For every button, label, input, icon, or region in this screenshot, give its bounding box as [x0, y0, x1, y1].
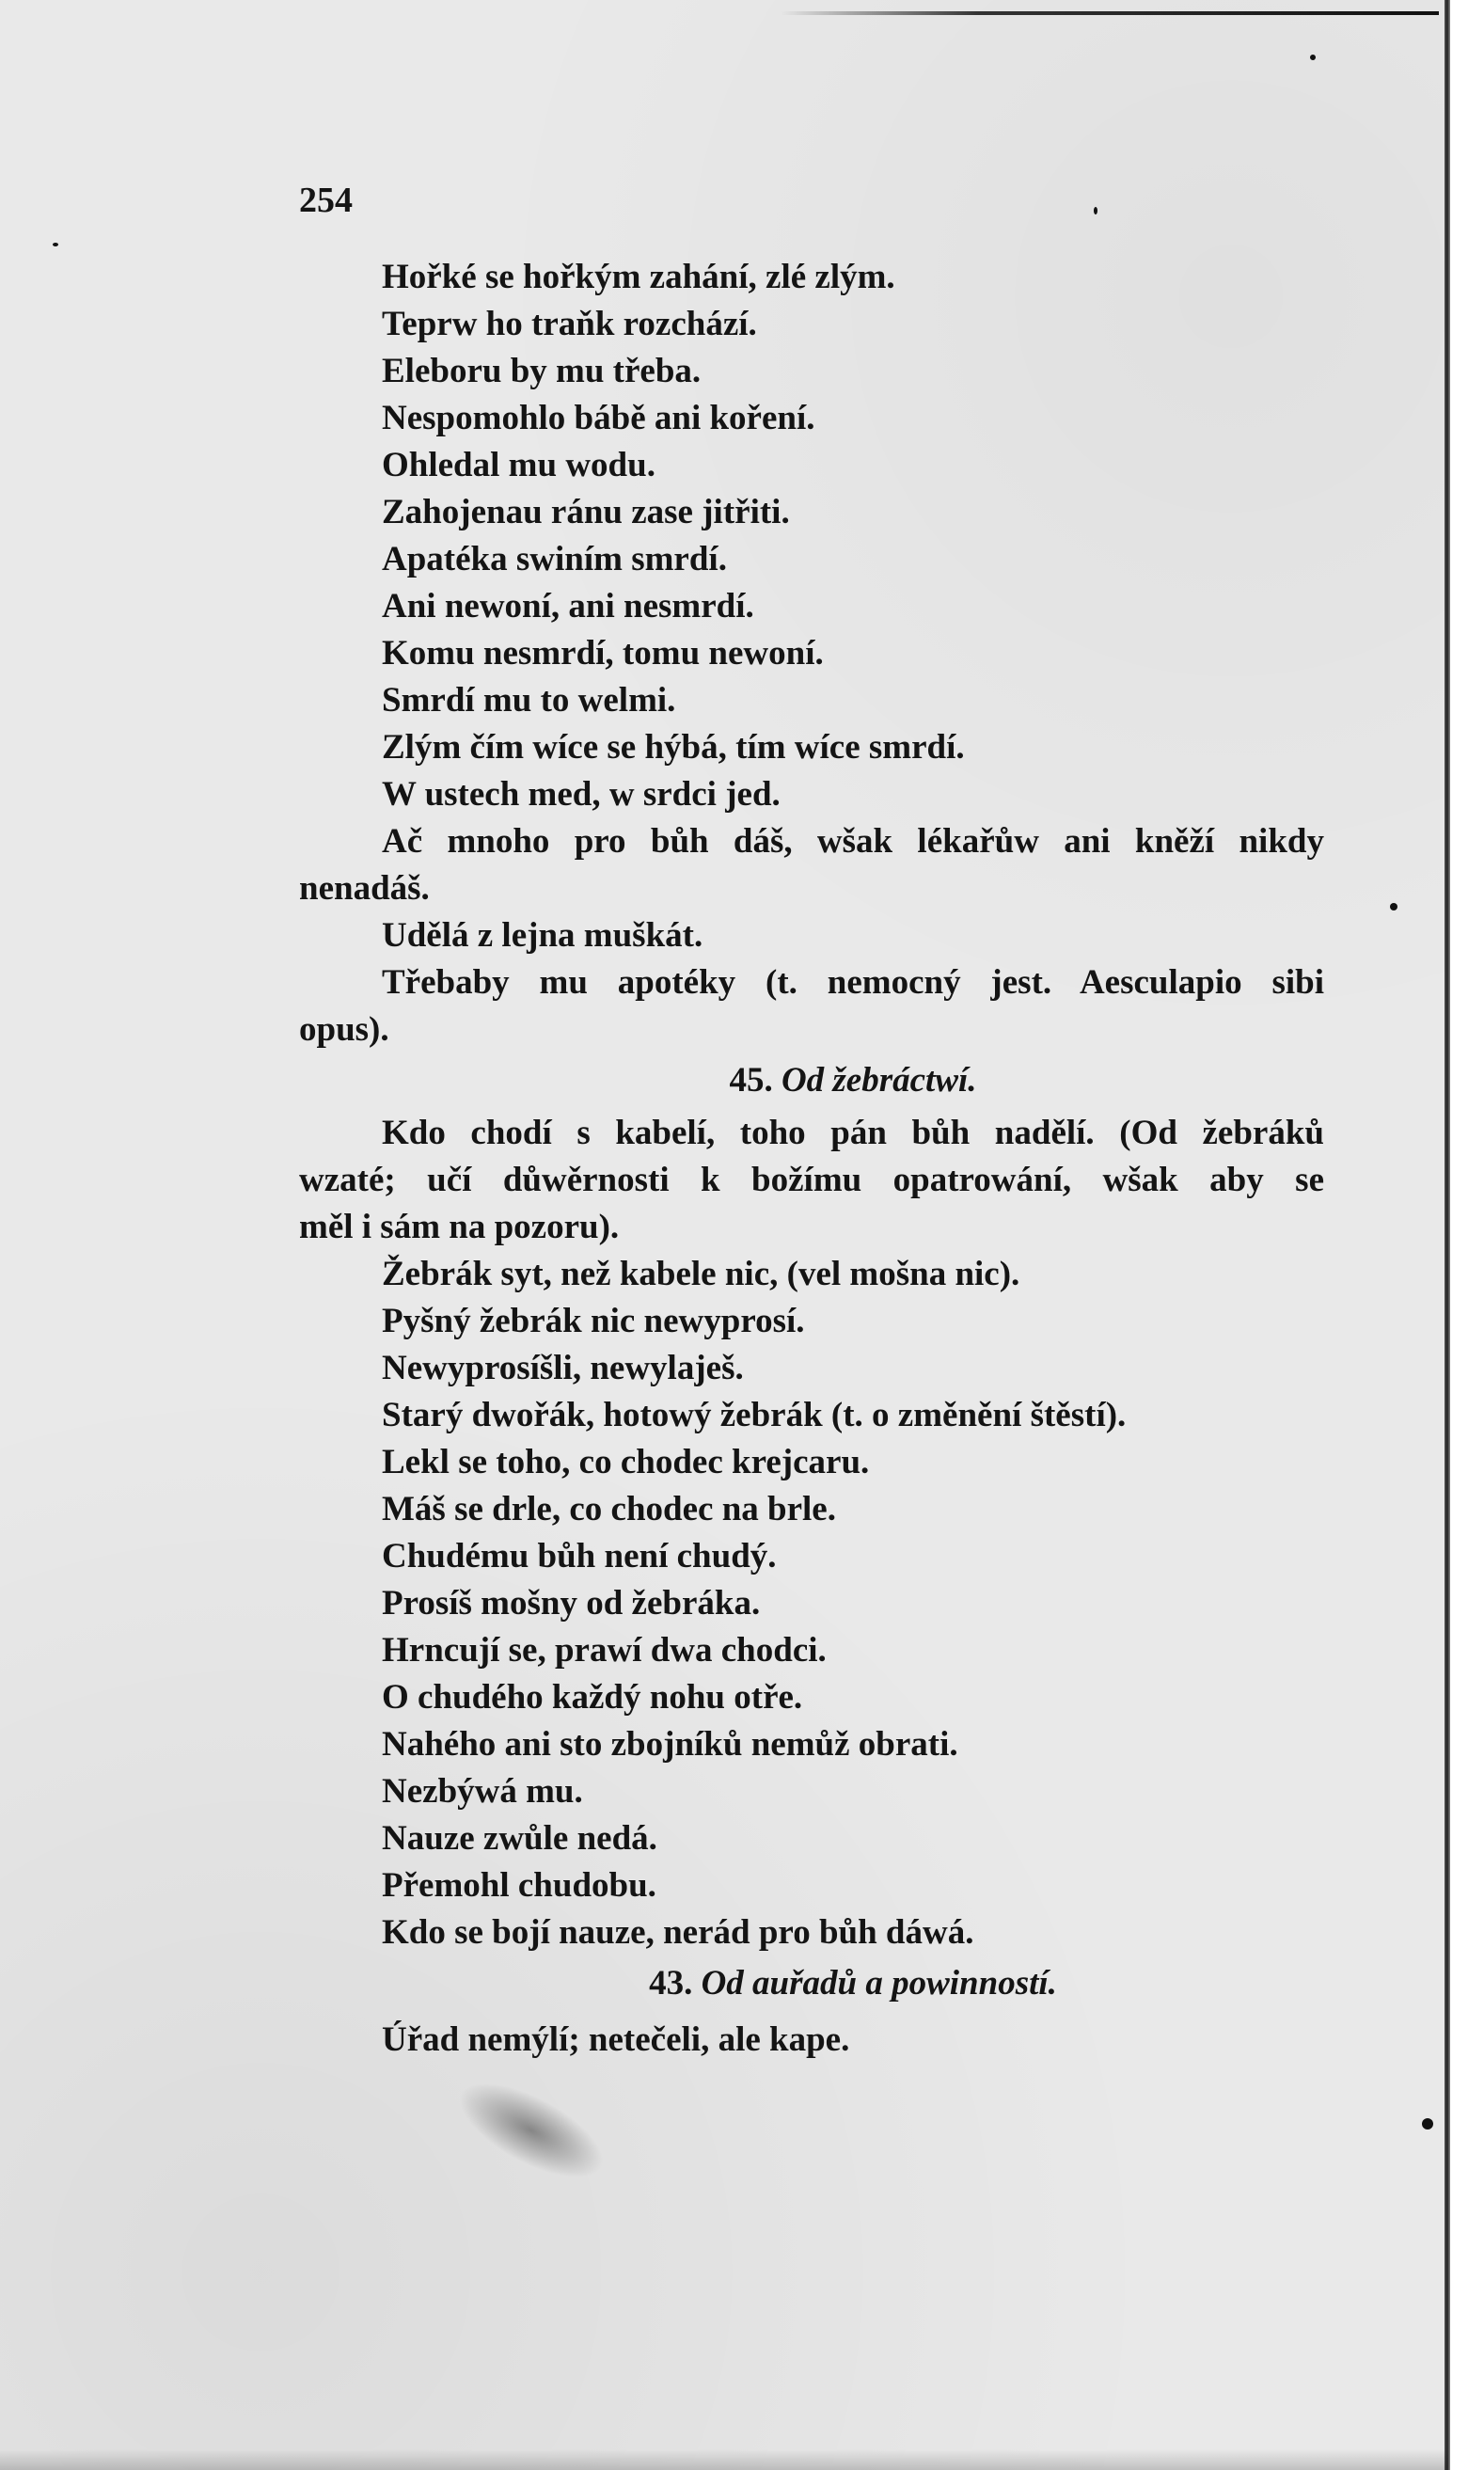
text-line: Hořké se hořkým zahání, zlé zlým. — [382, 258, 895, 296]
section-title: Od auřadů a powinností. — [701, 1964, 1057, 2003]
section-heading — [299, 1960, 1324, 2007]
text-line: Ač mnoho pro bůh dáš, wšak lékařůw ani kněží nikdy — [382, 822, 1324, 861]
text-line: Nahého ani sto zbojníků nemůž obrati. — [382, 1725, 958, 1764]
text-line: Úřad nemýlí; netečeli, ale kape. — [382, 2020, 850, 2059]
text-line: opus). — [299, 1010, 389, 1049]
text-line: měl i sám na pozoru). — [299, 1208, 620, 1246]
page-text — [299, 254, 1324, 2064]
text-line: Apatéka swiním smrdí. — [382, 540, 727, 578]
text-line: Starý dwořák, hotowý žebrák (t. o změnění štěstí). — [382, 1396, 1127, 1434]
page-right-edge — [1445, 0, 1450, 2470]
text-line: Nauze zwůle nedá. — [382, 1819, 657, 1858]
text-line: Newyprosíšli, newylaješ. — [382, 1349, 744, 1387]
text-line: Nezbýwá mu. — [382, 1772, 583, 1811]
ink-speck — [53, 243, 58, 246]
text-line: Přemohl chudobu. — [382, 1866, 656, 1905]
text-line: Kdo se bojí nauze, nerád pro bůh dáwá. — [382, 1913, 974, 1952]
text-line: Máš se drle, co chodec na brle. — [382, 1490, 836, 1528]
text-line: Ani newoní, ani nesmrdí. — [382, 587, 754, 625]
page-bottom-shadow — [0, 2449, 1448, 2470]
ink-speck — [1390, 903, 1397, 910]
text-line: O chudého každý nohu otře. — [382, 1678, 803, 1717]
page-top-edge — [781, 11, 1439, 15]
text-line: Pyšný žebrák nic newyprosí. — [382, 1302, 805, 1340]
text-line: Teprw ho traňk rozchází. — [382, 305, 757, 343]
text-line: Ohledal mu wodu. — [382, 446, 655, 484]
text-line: nenadáš. — [299, 869, 430, 908]
text-line: Komu nesmrdí, tomu newoní. — [382, 634, 824, 673]
text-line: Zlým čím wíce se hýbá, tím wíce smrdí. — [382, 728, 965, 767]
text-line: Prosíš mošny od žebráka. — [382, 1584, 761, 1623]
ink-speck — [1310, 55, 1316, 60]
section-number: 45. — [729, 1061, 773, 1100]
text-line: Smrdí mu to welmi. — [382, 681, 676, 720]
section-title: Od žebráctwí. — [781, 1061, 977, 1100]
text-line: Eleboru by mu třeba. — [382, 352, 702, 390]
page-number: 254 — [299, 181, 353, 220]
text-line: Nespomohlo bábě ani koření. — [382, 399, 815, 437]
text-line: Udělá z lejna muškát. — [382, 916, 703, 955]
text-line: wzaté; učí důwěrnosti k božímu opatrowání, wšak aby se — [299, 1161, 1324, 1199]
text-line: Kdo chodí s kabelí, toho pán bůh nadělí. (Od žebráků — [382, 1114, 1324, 1152]
text-line: W ustech med, w srdci jed. — [382, 775, 781, 814]
text-line: Hrncují se, prawí dwa chodci. — [382, 1631, 827, 1670]
text-line: Zahojenau ránu zase jitřiti. — [382, 493, 790, 531]
ink-speck — [1094, 207, 1097, 214]
text-line: Chudému bůh není chudý. — [382, 1537, 777, 1575]
section-heading — [299, 1057, 1324, 1104]
ink-speck — [1422, 2118, 1433, 2130]
section-number: 43. — [649, 1964, 693, 2003]
text-line: Žebrák syt, než kabele nic, (vel mošna nic). — [382, 1255, 1020, 1293]
text-line: Třebaby mu apotéky (t. nemocný jest. Aesculapio sibi — [382, 963, 1324, 1002]
text-line: Lekl se toho, co chodec krejcaru. — [382, 1443, 870, 1481]
